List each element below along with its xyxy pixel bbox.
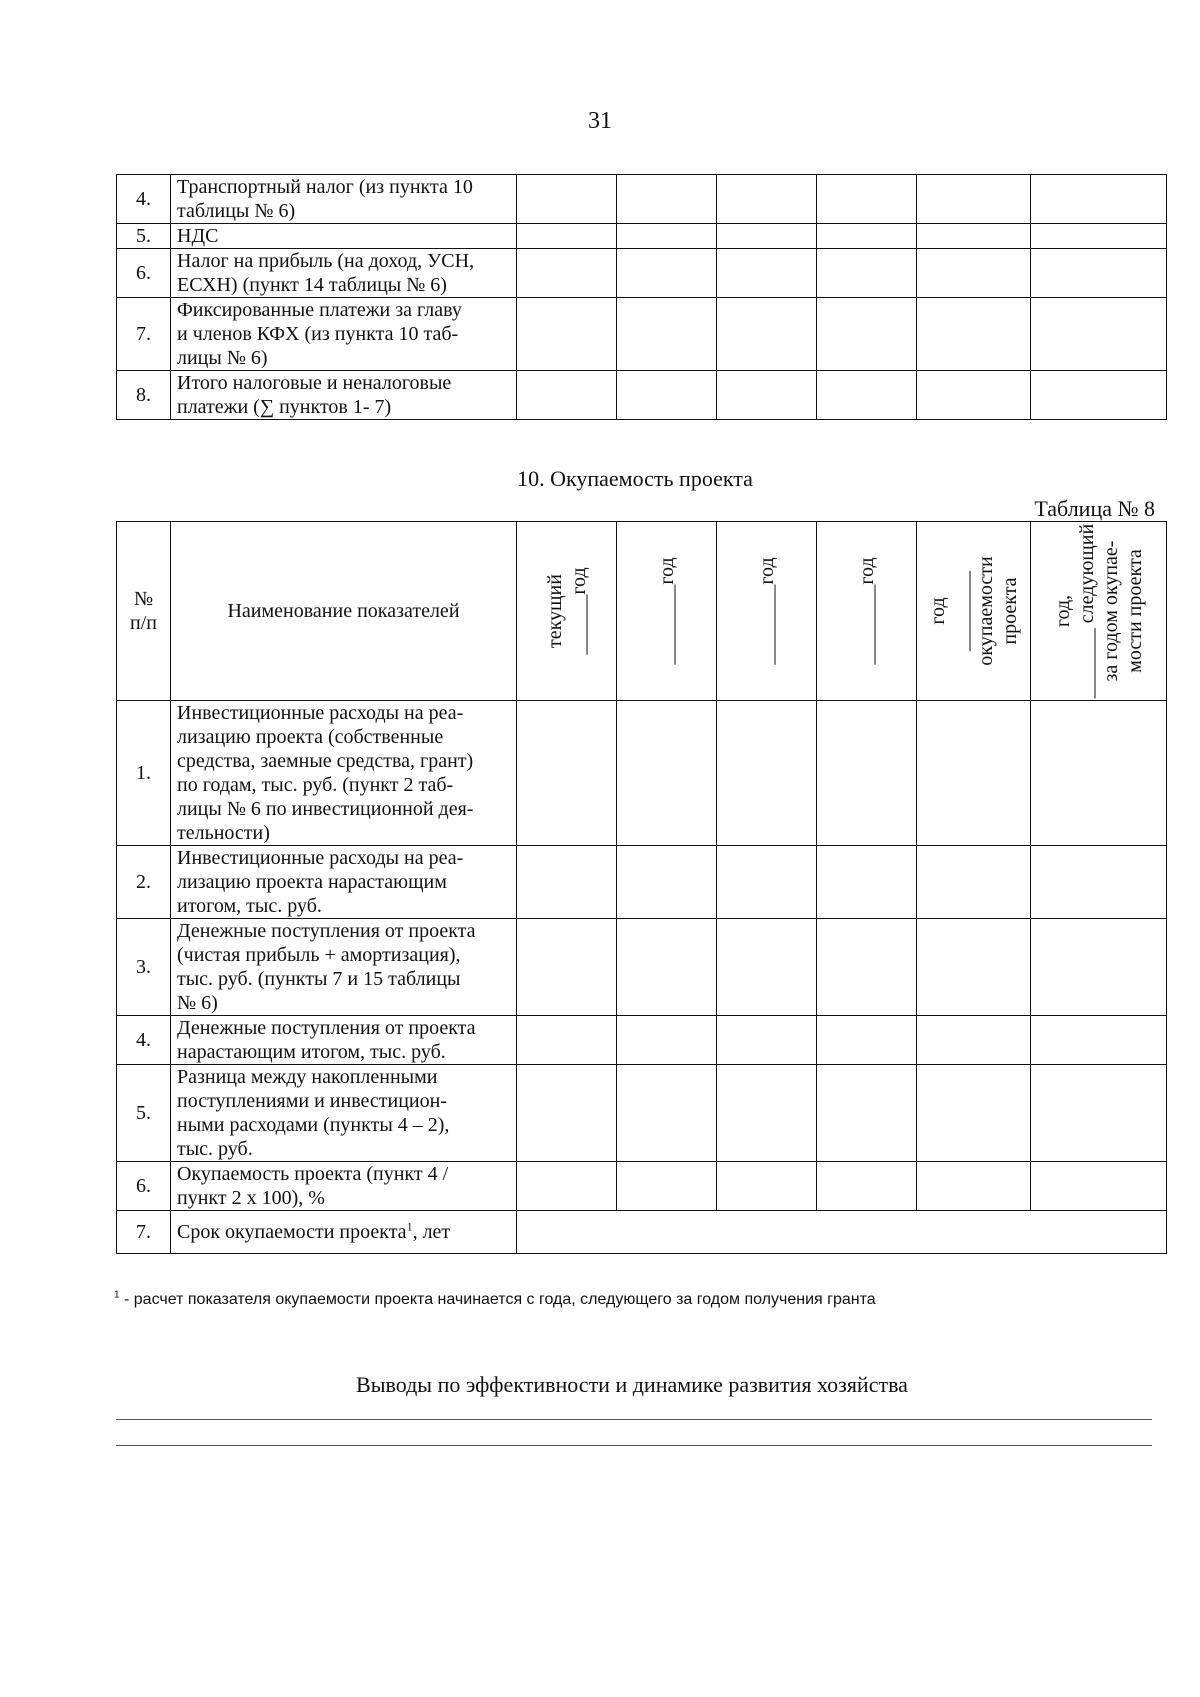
value-cell[interactable] xyxy=(1031,1065,1167,1162)
value-cell[interactable] xyxy=(617,846,717,919)
value-cell[interactable] xyxy=(517,1016,617,1065)
row-label-line: № 6) xyxy=(177,992,218,1014)
value-cell[interactable] xyxy=(717,298,817,371)
value-cell[interactable] xyxy=(717,249,817,298)
row-label xyxy=(171,371,517,420)
table-row xyxy=(117,1065,1167,1162)
table-row xyxy=(117,701,1167,846)
value-cell[interactable] xyxy=(617,919,717,1016)
value-cell[interactable] xyxy=(517,919,617,1016)
row-label xyxy=(171,1016,517,1065)
value-cell[interactable] xyxy=(717,701,817,846)
row-number: 3. xyxy=(117,919,171,1016)
value-cell[interactable] xyxy=(917,298,1031,371)
header-line: текущий xyxy=(543,574,566,648)
row-label-line: Налог на прибыль (на доход, УСН, xyxy=(177,250,475,272)
value-cell[interactable] xyxy=(617,1065,717,1162)
value-cell[interactable] xyxy=(817,175,917,224)
row-label-line: поступлениями и инвестицион- xyxy=(177,1090,447,1112)
row-label-line: Итого налоговые и неналоговые xyxy=(177,372,452,394)
value-cell[interactable] xyxy=(917,371,1031,420)
value-cell[interactable] xyxy=(1031,224,1167,249)
row-number: 1. xyxy=(117,701,171,846)
answer-line[interactable] xyxy=(116,1419,1152,1420)
table-row xyxy=(117,1016,1167,1065)
value-cell[interactable] xyxy=(617,298,717,371)
footnote-text: - расчет показателя окупаемости проекта начинается с года, следующего за годом получения гранта xyxy=(119,1291,876,1308)
value-cell[interactable] xyxy=(617,249,717,298)
row-number: 8. xyxy=(117,371,171,420)
footnote-ref: 1 xyxy=(406,1219,413,1234)
footnote xyxy=(114,1291,876,1309)
value-cell[interactable] xyxy=(817,298,917,371)
value-cell[interactable] xyxy=(1031,175,1167,224)
value-cell[interactable] xyxy=(517,846,617,919)
footnote-mark: 1 xyxy=(114,1289,120,1301)
table-row xyxy=(117,1162,1167,1211)
row-label-line: Разница между накопленными xyxy=(177,1066,438,1088)
row-label-line: нарастающим итогом, тыс. руб. xyxy=(177,1041,446,1063)
row-label-line: (чистая прибыль + амортизация), xyxy=(177,944,461,966)
row-label-line: по годам, тыс. руб. (пункт 2 таб- xyxy=(177,774,454,796)
header-year-col xyxy=(817,522,917,701)
section-title: 10. Окупаемость проекта xyxy=(517,466,753,491)
value-cell[interactable] xyxy=(817,1162,917,1211)
row-label xyxy=(171,701,517,846)
row-number: 5. xyxy=(117,224,171,249)
value-cell[interactable] xyxy=(717,1016,817,1065)
row-label-line: итогом, тыс. руб. xyxy=(177,895,322,917)
row-label xyxy=(171,175,517,224)
value-cell[interactable] xyxy=(817,701,917,846)
value-cell[interactable] xyxy=(917,224,1031,249)
row-label-line: тельности) xyxy=(177,822,270,844)
row-label-line: лизацию проекта (собственные xyxy=(177,726,444,748)
row-label-line: Инвестиционные расходы на реа- xyxy=(177,702,464,724)
row-label-suffix: , лет xyxy=(412,1221,451,1243)
table-row xyxy=(117,249,1167,298)
table-row xyxy=(117,1211,1167,1254)
value-cell[interactable] xyxy=(517,175,617,224)
row-label-line: Фиксированные платежи за главу xyxy=(177,299,462,321)
row-label xyxy=(171,249,517,298)
table-row xyxy=(117,224,1167,249)
header-year-col xyxy=(717,522,817,701)
row-label-line: Денежные поступления от проекта xyxy=(177,1017,476,1039)
row-label xyxy=(171,1065,517,1162)
row-label-line: ными расходами (пункты 4 – 2), xyxy=(177,1114,450,1136)
header-year-col xyxy=(617,522,717,701)
header-payback-year-col xyxy=(917,522,1031,701)
value-cell[interactable] xyxy=(817,249,917,298)
row-number: 4. xyxy=(117,175,171,224)
value-cell[interactable] xyxy=(517,298,617,371)
value-cell[interactable] xyxy=(1031,298,1167,371)
table-label: Таблица № 8 xyxy=(1034,496,1155,521)
value-cell[interactable] xyxy=(617,1162,717,1211)
row-number: 2. xyxy=(117,846,171,919)
row-label xyxy=(171,1162,517,1211)
row-label xyxy=(171,224,517,249)
conclusion-title: Выводы по эффективности и динамике развития хозяйства xyxy=(356,1372,908,1397)
value-cell[interactable] xyxy=(717,919,817,1016)
header-line: год xyxy=(926,597,949,625)
value-cell[interactable] xyxy=(717,1162,817,1211)
value-cell[interactable] xyxy=(1031,1016,1167,1065)
value-cell[interactable] xyxy=(717,1065,817,1162)
table-header-row xyxy=(117,522,1167,701)
row-number: 7. xyxy=(117,298,171,371)
value-cell[interactable] xyxy=(717,371,817,420)
row-label-line: лицы № 6 по инвестиционной дея- xyxy=(177,798,474,820)
value-cell[interactable] xyxy=(917,1162,1031,1211)
header-num-line: п/п xyxy=(130,612,157,634)
value-cell[interactable] xyxy=(517,1162,617,1211)
header-line: ________год xyxy=(755,557,778,665)
row-label-line: и членов КФХ (из пункта 10 таб- xyxy=(177,323,459,345)
row-number: 6. xyxy=(117,249,171,298)
table-row xyxy=(117,919,1167,1016)
header-num-cell xyxy=(117,522,171,701)
value-cell[interactable] xyxy=(917,1016,1031,1065)
taxes-table xyxy=(116,174,1167,420)
header-line: мости проекта xyxy=(1123,549,1146,673)
value-cell[interactable] xyxy=(917,846,1031,919)
page-number: 31 xyxy=(588,108,612,134)
value-cell[interactable] xyxy=(917,701,1031,846)
table-row xyxy=(117,371,1167,420)
value-cell[interactable] xyxy=(517,371,617,420)
value-cell[interactable] xyxy=(1031,919,1167,1016)
row-label-line: НДС xyxy=(177,225,219,247)
value-cell[interactable] xyxy=(817,846,917,919)
row-label-line: средства, заемные средства, грант) xyxy=(177,750,474,772)
value-cell[interactable] xyxy=(1031,371,1167,420)
header-line: окупаемости xyxy=(974,556,997,666)
row-label-line: таблицы № 6) xyxy=(177,200,296,222)
value-cell[interactable] xyxy=(917,919,1031,1016)
header-next-year-col xyxy=(1031,522,1167,701)
header-line: за годом окупае- xyxy=(1099,540,1122,682)
value-cell[interactable] xyxy=(517,249,617,298)
row-number: 6. xyxy=(117,1162,171,1211)
header-line: ______год xyxy=(567,567,590,655)
value-cell[interactable] xyxy=(617,701,717,846)
row-label-line: тыс. руб. xyxy=(177,1138,253,1160)
value-cell[interactable] xyxy=(617,371,717,420)
row-number: 4. xyxy=(117,1016,171,1065)
header-year-col xyxy=(517,522,617,701)
value-cell[interactable] xyxy=(1031,249,1167,298)
value-cell[interactable] xyxy=(817,1065,917,1162)
value-cell[interactable] xyxy=(917,249,1031,298)
row-label-line: Инвестиционные расходы на реа- xyxy=(177,847,464,869)
value-cell[interactable] xyxy=(617,224,717,249)
row-label xyxy=(171,1211,517,1254)
value-cell[interactable] xyxy=(1031,701,1167,846)
row-label-line: лизацию проекта нарастающим xyxy=(177,871,447,893)
table-row xyxy=(117,175,1167,224)
header-name-cell: Наименование показателей xyxy=(171,522,517,701)
header-line: _______ следующий xyxy=(1075,523,1098,699)
header-line: год, xyxy=(1051,594,1074,628)
row-label-line: Окупаемость проекта (пункт 4 / xyxy=(177,1163,449,1185)
row-label-line: платежи (∑ пунктов 1- 7) xyxy=(177,396,392,418)
row-label xyxy=(171,298,517,371)
payback-table xyxy=(116,521,1167,1254)
value-cell[interactable] xyxy=(717,846,817,919)
value-cell[interactable] xyxy=(817,224,917,249)
value-cell-merged[interactable] xyxy=(517,1211,1167,1254)
row-label-line: Денежные поступления от проекта xyxy=(177,920,476,942)
value-cell[interactable] xyxy=(617,175,717,224)
row-label-line: тыс. руб. (пункты 7 и 15 таблицы xyxy=(177,968,461,990)
value-cell[interactable] xyxy=(917,175,1031,224)
value-cell[interactable] xyxy=(817,1016,917,1065)
row-label-line: Транспортный налог (из пункта 10 xyxy=(177,176,473,198)
value-cell[interactable] xyxy=(617,1016,717,1065)
value-cell[interactable] xyxy=(817,371,917,420)
row-label-line: пункт 2 х 100), % xyxy=(177,1187,325,1209)
value-cell[interactable] xyxy=(917,1065,1031,1162)
header-line: ________ xyxy=(950,571,973,651)
value-cell[interactable] xyxy=(517,224,617,249)
header-line: ________год xyxy=(855,557,878,665)
row-label xyxy=(171,919,517,1016)
row-label-line: ЕСХН) (пункт 14 таблицы № 6) xyxy=(177,274,447,296)
value-cell[interactable] xyxy=(1031,846,1167,919)
header-num-line: № xyxy=(133,588,154,610)
row-number: 5. xyxy=(117,1065,171,1162)
answer-line[interactable] xyxy=(116,1445,1152,1446)
value-cell[interactable] xyxy=(517,1065,617,1162)
row-number: 7. xyxy=(117,1211,171,1254)
value-cell[interactable] xyxy=(817,919,917,1016)
value-cell[interactable] xyxy=(717,224,817,249)
value-cell[interactable] xyxy=(1031,1162,1167,1211)
row-label xyxy=(171,846,517,919)
table-row xyxy=(117,846,1167,919)
value-cell[interactable] xyxy=(717,175,817,224)
row-label-line: лицы № 6) xyxy=(177,347,268,369)
row-label-text: Срок окупаемости проекта xyxy=(177,1221,407,1243)
header-line: ________год xyxy=(655,557,678,665)
value-cell[interactable] xyxy=(517,701,617,846)
header-line: проекта xyxy=(998,577,1021,645)
table-row xyxy=(117,298,1167,371)
